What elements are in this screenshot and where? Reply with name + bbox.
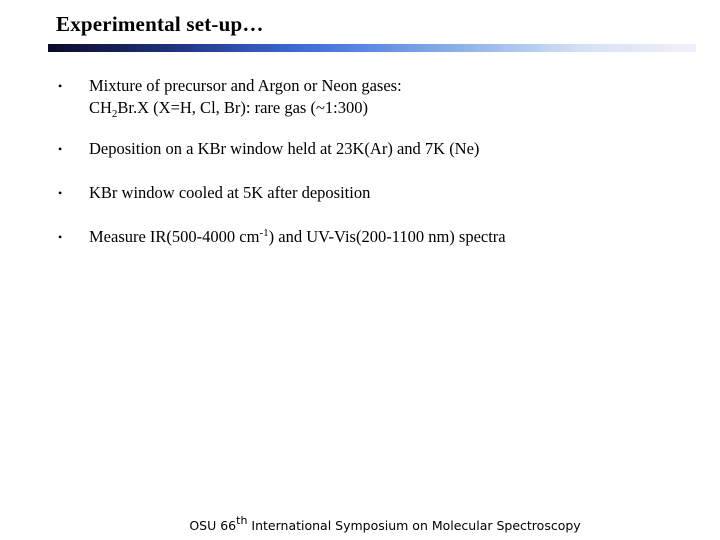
footer-superscript: th [236, 514, 248, 527]
bullet-dot-icon: • [58, 142, 63, 156]
measure-prefix: Measure IR(500-4000 cm [89, 227, 260, 246]
bullet-text [89, 226, 506, 248]
bullet-text [89, 75, 402, 119]
footer-prefix: OSU 66 [189, 518, 237, 533]
slide-title: Experimental set-up… [56, 12, 264, 36]
bullet-text: KBr window cooled at 5K after deposition [89, 183, 371, 202]
formula-prefix: CH [89, 98, 112, 117]
bullet-dot-icon: • [58, 230, 63, 244]
bullet-text: Deposition on a KBr window held at 23K(Ar) and 7K (Ne) [89, 139, 480, 158]
bullet-line-formula [89, 97, 402, 119]
bullet-dot-icon: • [58, 79, 63, 93]
bullet-line: Mixture of precursor and Argon or Neon gases: [89, 76, 402, 95]
wavenumber-superscript: -1 [259, 227, 269, 239]
bullet-dot-icon: • [58, 186, 63, 200]
formula-subscript: 2 [111, 108, 118, 120]
footer-rest: International Symposium on Molecular Spectroscopy [247, 518, 581, 533]
formula-rest: Br.X (X=H, Cl, Br): rare gas (~1:300) [117, 98, 368, 117]
slide-footer [0, 514, 720, 533]
measure-rest: ) and UV-Vis(200-1100 nm) spectra [268, 227, 506, 246]
